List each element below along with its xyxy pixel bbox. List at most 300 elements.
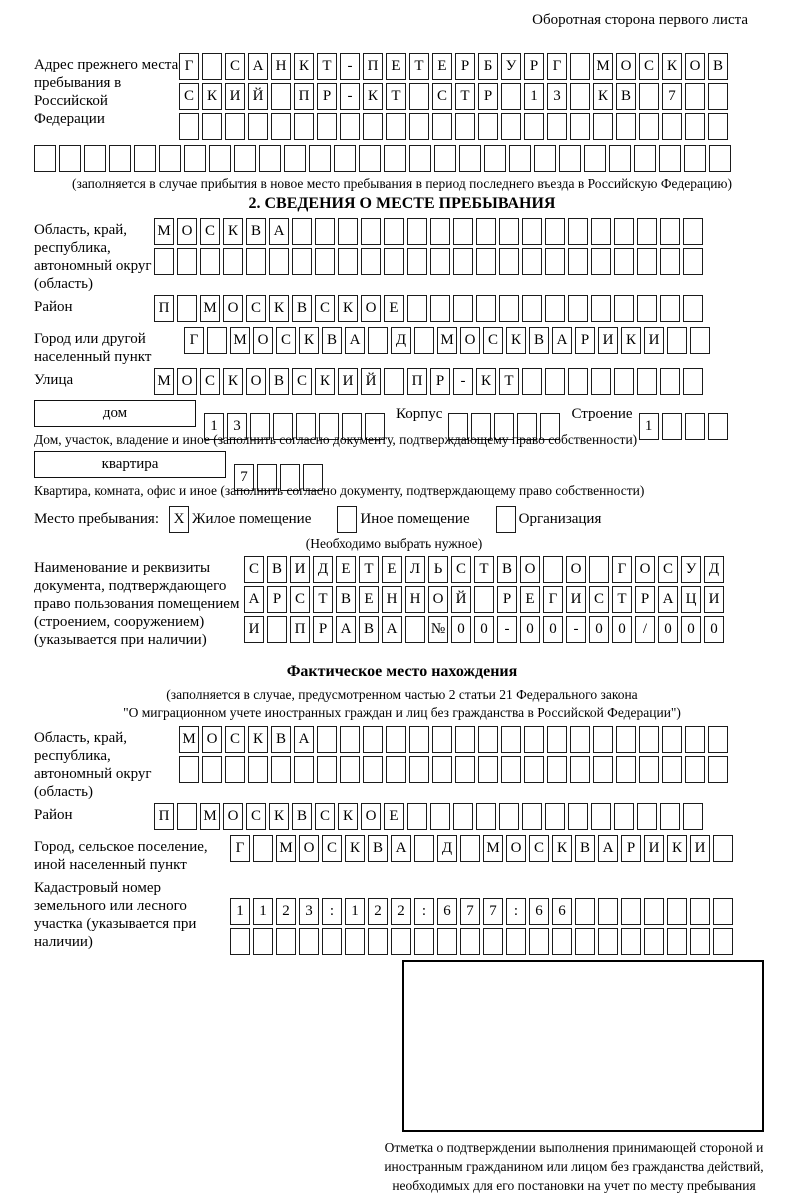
char-cell[interactable]: И bbox=[644, 327, 664, 354]
char-cell[interactable] bbox=[667, 928, 687, 955]
char-cell[interactable] bbox=[414, 327, 434, 354]
char-cell[interactable]: О bbox=[460, 327, 480, 354]
char-cell[interactable]: В bbox=[246, 218, 266, 245]
char-cell[interactable] bbox=[476, 295, 496, 322]
char-cell[interactable]: К bbox=[269, 803, 289, 830]
char-cell[interactable]: Л bbox=[405, 556, 425, 583]
char-cell[interactable] bbox=[522, 803, 542, 830]
char-cell[interactable] bbox=[414, 835, 434, 862]
char-cell[interactable]: С bbox=[179, 83, 199, 110]
char-cell[interactable]: Т bbox=[313, 586, 333, 613]
char-cell[interactable]: 0 bbox=[589, 616, 609, 643]
char-cell[interactable]: П bbox=[363, 53, 383, 80]
char-cell[interactable] bbox=[685, 83, 705, 110]
char-cell[interactable] bbox=[570, 113, 590, 140]
char-cell[interactable]: С bbox=[290, 586, 310, 613]
char-cell[interactable] bbox=[591, 803, 611, 830]
char-cell[interactable] bbox=[478, 726, 498, 753]
char-cell[interactable]: А bbox=[244, 586, 264, 613]
char-cell[interactable] bbox=[614, 803, 634, 830]
char-cell[interactable]: Д bbox=[437, 835, 457, 862]
char-cell[interactable] bbox=[708, 756, 728, 783]
char-cell[interactable]: А bbox=[336, 616, 356, 643]
char-cell[interactable] bbox=[547, 726, 567, 753]
char-cell[interactable]: А bbox=[382, 616, 402, 643]
char-cell[interactable] bbox=[575, 898, 595, 925]
char-cell[interactable]: Д bbox=[313, 556, 333, 583]
char-cell[interactable]: 6 bbox=[552, 898, 572, 925]
char-cell[interactable] bbox=[409, 756, 429, 783]
char-cell[interactable] bbox=[591, 218, 611, 245]
char-cell[interactable]: 6 bbox=[437, 898, 457, 925]
char-cell[interactable] bbox=[598, 898, 618, 925]
char-cell[interactable]: Р bbox=[430, 368, 450, 395]
char-cell[interactable] bbox=[708, 83, 728, 110]
char-cell[interactable] bbox=[637, 803, 657, 830]
char-cell[interactable] bbox=[340, 726, 360, 753]
char-cell[interactable] bbox=[223, 248, 243, 275]
char-cell[interactable] bbox=[384, 145, 406, 172]
char-cell[interactable]: Г bbox=[612, 556, 632, 583]
char-cell[interactable] bbox=[501, 726, 521, 753]
char-cell[interactable]: У bbox=[681, 556, 701, 583]
char-cell[interactable] bbox=[207, 327, 227, 354]
char-cell[interactable] bbox=[683, 368, 703, 395]
char-cell[interactable] bbox=[474, 586, 494, 613]
char-cell[interactable]: 7 bbox=[662, 83, 682, 110]
char-cell[interactable] bbox=[501, 83, 521, 110]
char-cell[interactable]: 7 bbox=[483, 898, 503, 925]
char-cell[interactable]: С bbox=[432, 83, 452, 110]
char-cell[interactable]: О bbox=[361, 295, 381, 322]
char-cell[interactable] bbox=[708, 413, 728, 440]
char-cell[interactable]: В bbox=[269, 368, 289, 395]
char-cell[interactable] bbox=[292, 218, 312, 245]
char-cell[interactable] bbox=[559, 145, 581, 172]
char-cell[interactable]: Т bbox=[455, 83, 475, 110]
char-cell[interactable]: Р bbox=[478, 83, 498, 110]
char-cell[interactable] bbox=[361, 218, 381, 245]
char-cell[interactable] bbox=[384, 218, 404, 245]
char-cell[interactable] bbox=[614, 368, 634, 395]
char-cell[interactable] bbox=[614, 218, 634, 245]
char-cell[interactable] bbox=[159, 145, 181, 172]
char-cell[interactable]: О bbox=[616, 53, 636, 80]
char-cell[interactable] bbox=[683, 295, 703, 322]
char-cell[interactable] bbox=[484, 145, 506, 172]
char-cell[interactable] bbox=[386, 113, 406, 140]
char-cell[interactable] bbox=[409, 113, 429, 140]
char-cell[interactable]: С bbox=[315, 295, 335, 322]
char-cell[interactable] bbox=[660, 803, 680, 830]
char-cell[interactable]: Е bbox=[384, 803, 404, 830]
char-cell[interactable]: В bbox=[529, 327, 549, 354]
char-cell[interactable]: В bbox=[368, 835, 388, 862]
char-cell[interactable] bbox=[294, 113, 314, 140]
char-cell[interactable]: К bbox=[223, 368, 243, 395]
char-cell[interactable] bbox=[476, 803, 496, 830]
char-cell[interactable]: С bbox=[200, 218, 220, 245]
char-cell[interactable] bbox=[685, 756, 705, 783]
char-cell[interactable] bbox=[639, 726, 659, 753]
char-cell[interactable]: Р bbox=[317, 83, 337, 110]
char-cell[interactable]: О bbox=[223, 803, 243, 830]
char-cell[interactable]: С bbox=[276, 327, 296, 354]
char-cell[interactable]: В bbox=[708, 53, 728, 80]
char-cell[interactable] bbox=[455, 756, 475, 783]
char-cell[interactable] bbox=[234, 145, 256, 172]
char-cell[interactable] bbox=[317, 756, 337, 783]
char-cell[interactable]: - bbox=[340, 83, 360, 110]
checkbox-residential[interactable]: X bbox=[169, 506, 189, 533]
char-cell[interactable] bbox=[338, 248, 358, 275]
char-cell[interactable]: К bbox=[345, 835, 365, 862]
char-cell[interactable]: Е bbox=[384, 295, 404, 322]
char-cell[interactable] bbox=[430, 218, 450, 245]
char-cell[interactable]: К bbox=[338, 295, 358, 322]
char-cell[interactable]: Р bbox=[267, 586, 287, 613]
char-cell[interactable] bbox=[685, 113, 705, 140]
char-cell[interactable]: В bbox=[267, 556, 287, 583]
char-cell[interactable] bbox=[501, 756, 521, 783]
char-cell[interactable] bbox=[359, 145, 381, 172]
char-cell[interactable] bbox=[455, 726, 475, 753]
char-cell[interactable]: Т bbox=[474, 556, 494, 583]
char-cell[interactable] bbox=[545, 295, 565, 322]
char-cell[interactable] bbox=[616, 726, 636, 753]
char-cell[interactable] bbox=[570, 83, 590, 110]
char-cell[interactable]: К bbox=[667, 835, 687, 862]
char-cell[interactable] bbox=[230, 928, 250, 955]
char-cell[interactable] bbox=[524, 726, 544, 753]
char-cell[interactable] bbox=[453, 295, 473, 322]
char-cell[interactable]: Т bbox=[386, 83, 406, 110]
char-cell[interactable] bbox=[614, 295, 634, 322]
char-cell[interactable]: К bbox=[294, 53, 314, 80]
char-cell[interactable] bbox=[499, 218, 519, 245]
char-cell[interactable] bbox=[499, 295, 519, 322]
char-cell[interactable]: Р bbox=[455, 53, 475, 80]
char-cell[interactable] bbox=[547, 113, 567, 140]
char-cell[interactable] bbox=[609, 145, 631, 172]
char-cell[interactable]: Г bbox=[230, 835, 250, 862]
char-cell[interactable] bbox=[386, 726, 406, 753]
char-cell[interactable]: А bbox=[345, 327, 365, 354]
char-cell[interactable] bbox=[267, 616, 287, 643]
char-cell[interactable] bbox=[432, 113, 452, 140]
char-cell[interactable] bbox=[271, 113, 291, 140]
char-cell[interactable]: Р bbox=[575, 327, 595, 354]
char-cell[interactable] bbox=[483, 928, 503, 955]
char-cell[interactable] bbox=[269, 248, 289, 275]
char-cell[interactable] bbox=[667, 327, 687, 354]
char-cell[interactable]: Д bbox=[704, 556, 724, 583]
char-cell[interactable]: Р bbox=[497, 586, 517, 613]
char-cell[interactable] bbox=[522, 218, 542, 245]
char-cell[interactable]: И bbox=[290, 556, 310, 583]
char-cell[interactable] bbox=[570, 726, 590, 753]
char-cell[interactable] bbox=[524, 756, 544, 783]
char-cell[interactable]: К bbox=[363, 83, 383, 110]
char-cell[interactable]: Е bbox=[382, 556, 402, 583]
char-cell[interactable]: М bbox=[483, 835, 503, 862]
char-cell[interactable] bbox=[591, 248, 611, 275]
char-cell[interactable] bbox=[432, 726, 452, 753]
char-cell[interactable] bbox=[637, 368, 657, 395]
char-cell[interactable] bbox=[499, 248, 519, 275]
char-cell[interactable] bbox=[662, 726, 682, 753]
char-cell[interactable]: 1 bbox=[345, 898, 365, 925]
char-cell[interactable]: 1 bbox=[524, 83, 544, 110]
char-cell[interactable] bbox=[299, 928, 319, 955]
char-cell[interactable] bbox=[476, 248, 496, 275]
char-cell[interactable] bbox=[634, 145, 656, 172]
char-cell[interactable] bbox=[407, 218, 427, 245]
char-cell[interactable] bbox=[455, 113, 475, 140]
char-cell[interactable] bbox=[109, 145, 131, 172]
char-cell[interactable] bbox=[683, 803, 703, 830]
char-cell[interactable] bbox=[253, 835, 273, 862]
char-cell[interactable]: И bbox=[690, 835, 710, 862]
char-cell[interactable] bbox=[478, 756, 498, 783]
char-cell[interactable]: С bbox=[292, 368, 312, 395]
char-cell[interactable]: 1 bbox=[639, 413, 659, 440]
char-cell[interactable]: Р bbox=[621, 835, 641, 862]
char-cell[interactable]: С bbox=[529, 835, 549, 862]
char-cell[interactable]: П bbox=[290, 616, 310, 643]
char-cell[interactable] bbox=[225, 113, 245, 140]
char-cell[interactable] bbox=[545, 218, 565, 245]
char-cell[interactable] bbox=[524, 113, 544, 140]
char-cell[interactable]: М bbox=[154, 218, 174, 245]
char-cell[interactable] bbox=[684, 145, 706, 172]
char-cell[interactable]: В bbox=[292, 803, 312, 830]
char-cell[interactable] bbox=[522, 368, 542, 395]
char-cell[interactable]: Е bbox=[520, 586, 540, 613]
char-cell[interactable]: 0 bbox=[451, 616, 471, 643]
char-cell[interactable] bbox=[84, 145, 106, 172]
char-cell[interactable]: Е bbox=[359, 586, 379, 613]
char-cell[interactable]: С bbox=[658, 556, 678, 583]
char-cell[interactable] bbox=[685, 726, 705, 753]
char-cell[interactable]: К bbox=[662, 53, 682, 80]
char-cell[interactable] bbox=[614, 248, 634, 275]
char-cell[interactable] bbox=[453, 218, 473, 245]
char-cell[interactable]: Р bbox=[635, 586, 655, 613]
char-cell[interactable]: : bbox=[322, 898, 342, 925]
char-cell[interactable] bbox=[34, 145, 56, 172]
char-cell[interactable] bbox=[434, 145, 456, 172]
char-cell[interactable]: № bbox=[428, 616, 448, 643]
char-cell[interactable] bbox=[432, 756, 452, 783]
char-cell[interactable] bbox=[690, 898, 710, 925]
char-cell[interactable] bbox=[499, 803, 519, 830]
char-cell[interactable]: Н bbox=[271, 53, 291, 80]
char-cell[interactable]: С bbox=[451, 556, 471, 583]
char-cell[interactable]: О bbox=[361, 803, 381, 830]
char-cell[interactable]: К bbox=[552, 835, 572, 862]
char-cell[interactable] bbox=[453, 803, 473, 830]
char-cell[interactable] bbox=[430, 803, 450, 830]
char-cell[interactable] bbox=[534, 145, 556, 172]
char-cell[interactable] bbox=[543, 556, 563, 583]
char-cell[interactable]: И bbox=[704, 586, 724, 613]
char-cell[interactable] bbox=[177, 803, 197, 830]
char-cell[interactable]: 0 bbox=[474, 616, 494, 643]
char-cell[interactable]: 6 bbox=[529, 898, 549, 925]
char-cell[interactable]: О bbox=[428, 586, 448, 613]
char-cell[interactable]: И bbox=[338, 368, 358, 395]
char-cell[interactable]: К bbox=[506, 327, 526, 354]
char-cell[interactable]: Й bbox=[451, 586, 471, 613]
char-cell[interactable]: О bbox=[506, 835, 526, 862]
char-cell[interactable]: С bbox=[244, 556, 264, 583]
char-cell[interactable] bbox=[363, 726, 383, 753]
char-cell[interactable] bbox=[322, 928, 342, 955]
char-cell[interactable]: С bbox=[200, 368, 220, 395]
char-cell[interactable] bbox=[593, 113, 613, 140]
char-cell[interactable]: Н bbox=[405, 586, 425, 613]
char-cell[interactable] bbox=[593, 726, 613, 753]
char-cell[interactable]: - bbox=[497, 616, 517, 643]
char-cell[interactable]: К bbox=[621, 327, 641, 354]
char-cell[interactable] bbox=[660, 368, 680, 395]
char-cell[interactable] bbox=[315, 248, 335, 275]
char-cell[interactable]: Т bbox=[317, 53, 337, 80]
char-cell[interactable] bbox=[453, 248, 473, 275]
char-cell[interactable]: И bbox=[566, 586, 586, 613]
char-cell[interactable] bbox=[384, 368, 404, 395]
char-cell[interactable]: Г bbox=[184, 327, 204, 354]
char-cell[interactable] bbox=[460, 928, 480, 955]
char-cell[interactable] bbox=[407, 295, 427, 322]
char-cell[interactable]: - bbox=[340, 53, 360, 80]
char-cell[interactable]: К bbox=[315, 368, 335, 395]
char-cell[interactable]: К bbox=[269, 295, 289, 322]
char-cell[interactable]: В bbox=[575, 835, 595, 862]
char-cell[interactable] bbox=[545, 368, 565, 395]
char-cell[interactable] bbox=[690, 928, 710, 955]
char-cell[interactable] bbox=[259, 145, 281, 172]
char-cell[interactable] bbox=[637, 248, 657, 275]
char-cell[interactable] bbox=[437, 928, 457, 955]
char-cell[interactable]: 1 bbox=[230, 898, 250, 925]
char-cell[interactable] bbox=[361, 248, 381, 275]
char-cell[interactable]: С bbox=[225, 53, 245, 80]
char-cell[interactable] bbox=[430, 295, 450, 322]
char-cell[interactable]: М bbox=[593, 53, 613, 80]
char-cell[interactable] bbox=[690, 327, 710, 354]
char-cell[interactable]: К bbox=[338, 803, 358, 830]
char-cell[interactable]: Г bbox=[543, 586, 563, 613]
char-cell[interactable] bbox=[616, 756, 636, 783]
char-cell[interactable] bbox=[200, 248, 220, 275]
char-cell[interactable]: И bbox=[244, 616, 264, 643]
char-cell[interactable]: 0 bbox=[543, 616, 563, 643]
house-type-box[interactable]: дом bbox=[34, 400, 196, 427]
char-cell[interactable] bbox=[662, 756, 682, 783]
checkbox-other-premises[interactable] bbox=[337, 506, 357, 533]
char-cell[interactable]: О bbox=[177, 368, 197, 395]
char-cell[interactable] bbox=[522, 295, 542, 322]
char-cell[interactable] bbox=[598, 928, 618, 955]
char-cell[interactable]: О bbox=[202, 726, 222, 753]
char-cell[interactable] bbox=[522, 248, 542, 275]
char-cell[interactable]: Г bbox=[179, 53, 199, 80]
char-cell[interactable] bbox=[386, 756, 406, 783]
char-cell[interactable]: М bbox=[230, 327, 250, 354]
char-cell[interactable]: М bbox=[437, 327, 457, 354]
char-cell[interactable] bbox=[639, 83, 659, 110]
char-cell[interactable]: И bbox=[225, 83, 245, 110]
char-cell[interactable] bbox=[340, 113, 360, 140]
char-cell[interactable] bbox=[659, 145, 681, 172]
char-cell[interactable]: Е bbox=[336, 556, 356, 583]
char-cell[interactable] bbox=[407, 803, 427, 830]
char-cell[interactable]: 2 bbox=[276, 898, 296, 925]
char-cell[interactable] bbox=[662, 413, 682, 440]
char-cell[interactable] bbox=[405, 616, 425, 643]
char-cell[interactable] bbox=[253, 928, 273, 955]
char-cell[interactable] bbox=[589, 556, 609, 583]
char-cell[interactable] bbox=[179, 113, 199, 140]
char-cell[interactable]: М bbox=[179, 726, 199, 753]
char-cell[interactable]: 0 bbox=[704, 616, 724, 643]
char-cell[interactable]: М bbox=[200, 295, 220, 322]
char-cell[interactable]: Т bbox=[359, 556, 379, 583]
char-cell[interactable] bbox=[246, 248, 266, 275]
char-cell[interactable]: К bbox=[476, 368, 496, 395]
char-cell[interactable]: И bbox=[598, 327, 618, 354]
char-cell[interactable]: У bbox=[501, 53, 521, 80]
char-cell[interactable]: В bbox=[336, 586, 356, 613]
char-cell[interactable]: А bbox=[248, 53, 268, 80]
char-cell[interactable] bbox=[509, 145, 531, 172]
char-cell[interactable]: А bbox=[552, 327, 572, 354]
char-cell[interactable]: А bbox=[598, 835, 618, 862]
char-cell[interactable] bbox=[575, 928, 595, 955]
char-cell[interactable] bbox=[637, 218, 657, 245]
char-cell[interactable] bbox=[621, 898, 641, 925]
char-cell[interactable]: А bbox=[294, 726, 314, 753]
char-cell[interactable]: М bbox=[154, 368, 174, 395]
char-cell[interactable]: С bbox=[225, 726, 245, 753]
char-cell[interactable] bbox=[568, 803, 588, 830]
char-cell[interactable]: П bbox=[154, 295, 174, 322]
char-cell[interactable]: В bbox=[292, 295, 312, 322]
char-cell[interactable] bbox=[209, 145, 231, 172]
char-cell[interactable]: В bbox=[616, 83, 636, 110]
char-cell[interactable]: К bbox=[248, 726, 268, 753]
char-cell[interactable] bbox=[552, 928, 572, 955]
char-cell[interactable] bbox=[568, 295, 588, 322]
char-cell[interactable] bbox=[667, 898, 687, 925]
char-cell[interactable] bbox=[345, 928, 365, 955]
char-cell[interactable] bbox=[317, 113, 337, 140]
char-cell[interactable] bbox=[713, 928, 733, 955]
apartment-type-box[interactable]: квартира bbox=[34, 451, 226, 478]
char-cell[interactable]: 7 bbox=[234, 464, 254, 491]
char-cell[interactable] bbox=[202, 53, 222, 80]
char-cell[interactable] bbox=[478, 113, 498, 140]
char-cell[interactable]: С bbox=[639, 53, 659, 80]
char-cell[interactable] bbox=[248, 756, 268, 783]
char-cell[interactable]: 0 bbox=[520, 616, 540, 643]
char-cell[interactable] bbox=[368, 327, 388, 354]
char-cell[interactable]: О bbox=[299, 835, 319, 862]
char-cell[interactable] bbox=[317, 726, 337, 753]
char-cell[interactable] bbox=[460, 835, 480, 862]
